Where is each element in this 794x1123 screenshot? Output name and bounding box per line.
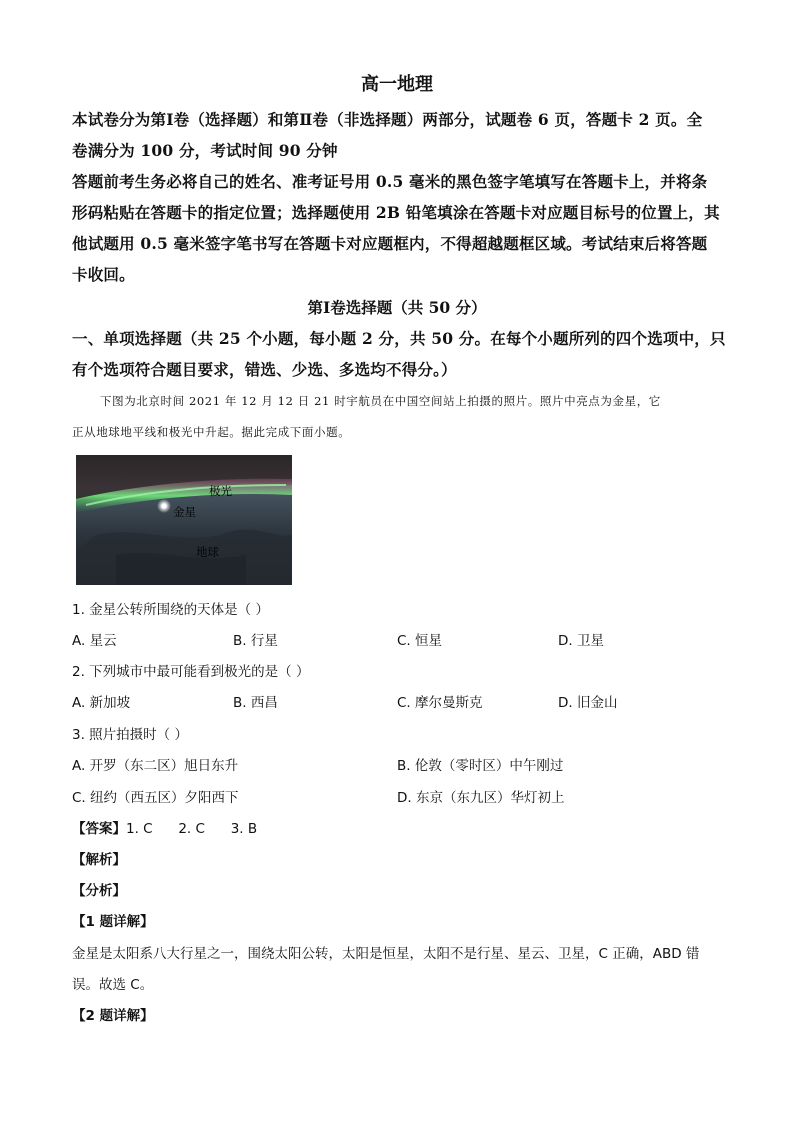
question-2-option-a: A. 新加坡 [72,695,131,711]
passage-line-2: 正从地球地平线和极光中升起。据此完成下面小题。 [72,425,351,439]
aurora-label: 极光 [209,484,232,498]
question-1-option-b: B. 行星 [233,633,278,649]
question-3-option-d: D. 东京（东九区）华灯初上 [397,790,565,806]
intro-line-6: 卡收回。 [72,265,135,284]
question-2-option-c: C. 摩尔曼斯克 [397,695,483,711]
page-title: 高一地理 [361,74,433,95]
passage-line-1: 下图为北京时间 2021 年 12 月 12 日 21 时宇航员在中国空间站上拍摄的照片。照片中亮点为金星，它 [100,394,661,408]
venus-label: 金星 [173,505,196,519]
q2-detail-heading: 【2 题详解】 [72,1008,154,1024]
fenxi-heading: 【分析】 [72,883,126,899]
question-3-option-c: C. 纽约（西五区）夕阳西下 [72,790,239,806]
answer-block [72,817,257,837]
answer-label: 【答案】 [72,821,126,837]
question-3-stem: 3. 照片拍摄时（ ） [72,727,188,743]
intro-line-3: 答题前考生务必将自己的姓名、准考证号用 0.5 毫米的黑色签字笔填写在答题卡上，并将条 [72,172,708,191]
question-2-option-b: B. 西昌 [233,695,278,711]
question-2-stem: 2. 下列城市中最可能看到极光的是（ ） [72,664,310,680]
question-3-option-b: B. 伦敦（零时区）中午刚过 [397,758,564,774]
part-instructions-line-1: 一、单项选择题（共 25 个小题，每小题 2 分，共 50 分。在每个小题所列的四个选项中，只 [72,329,726,348]
question-1-stem: 1. 金星公转所围绕的天体是（ ） [72,602,269,618]
photo-image [76,455,292,585]
section-title: 第Ⅰ卷选择题（共 50 分） [307,298,487,317]
question-1-option-a: A. 星云 [72,633,117,649]
question-1-option-c: C. 恒星 [397,633,443,649]
earth-label: 地球 [196,545,219,559]
q1-detail-heading: 【1 题详解】 [72,914,154,930]
space-station-photo [76,455,292,585]
question-2-option-d: D. 旧金山 [558,695,618,711]
question-1-option-d: D. 卫星 [558,633,604,649]
intro-line-4: 形码粘贴在答题卡的指定位置；选择题使用 2B 铅笔填涂在答题卡对应题目标号的位置上，其 [72,203,720,222]
answer-text: 1. C 2. C 3. B [126,821,258,837]
intro-line-5: 他试题用 0.5 毫米签字笔书写在答题卡对应题框内，不得超越题框区域。考试结束后将答题 [72,234,708,253]
q1-detail-line-1: 金星是太阳系八大行星之一，围绕太阳公转，太阳是恒星，太阳不是行星、星云、卫星，C 正确，ABD 错 [72,946,700,962]
intro-line-1: 本试卷分为第Ⅰ卷（选择题）和第Ⅱ卷（非选择题）两部分，试题卷 6 页，答题卡 2 页。全 [72,110,703,129]
part-instructions-line-2: 有个选项符合题目要求，错选、少选、多选均不得分。） [72,360,457,379]
question-3-option-a: A. 开罗（东二区）旭日东升 [72,758,239,774]
intro-line-2: 卷满分为 100 分，考试时间 90 分钟 [72,141,338,160]
q1-detail-line-2: 误。故选 C。 [72,977,154,993]
analysis-heading: 【解析】 [72,852,126,868]
